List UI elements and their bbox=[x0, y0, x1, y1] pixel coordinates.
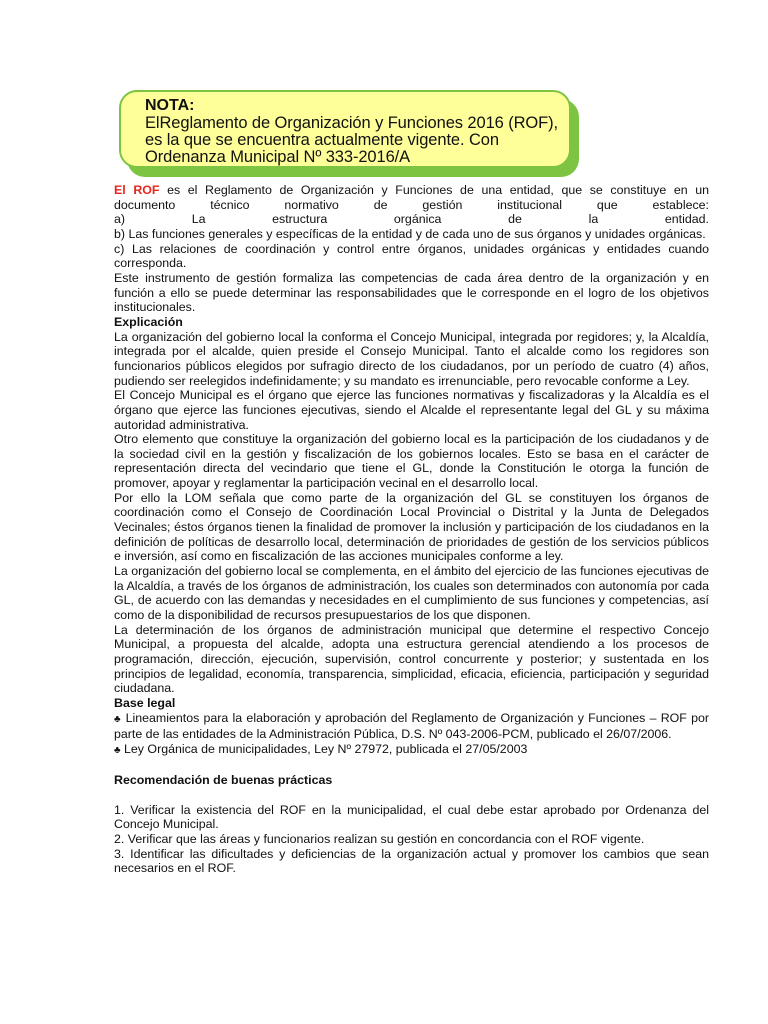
explicacion-paragraph-6: La determinación de los órganos de administración municipal que determine el respectivo Concejo Municipal, a propuesta del alcalde, adopta una estructura gerencial atendiendo a los procesos de programación, dirección, ejecución, supervisión, control concurrente y posterior; y sustentada en los principios de legalidad, economía, transparencia, simplicidad, eficacia, eficiencia, participación y seguridad ciudadana. bbox=[114, 622, 709, 696]
intro-line-2: documento técnico normativo de gestión institucional que establece: bbox=[114, 197, 709, 212]
intro-closing: Este instrumento de gestión formaliza las competencias de cada área dentro de la organización y en función a ello se puede determinar las responsabilidades que le corresponde en el logro de los objetivos institucionales. bbox=[114, 270, 709, 315]
recomendacion-heading: Recomendación de buenas prácticas bbox=[114, 773, 333, 788]
base-legal-item-1-text: Lineamientos para la elaboración y aprobación del Reglamento de Organización y Funciones – ROF por parte de las entidades de la Administración Pública, D.S. Nº 043-2006-PCM, publicado el 26/07/2006. bbox=[114, 710, 710, 742]
intro-item-a: a) La estructura orgánica de la entidad. bbox=[114, 212, 709, 227]
explicacion-paragraph-1: La organización del gobierno local la conforma el Concejo Municipal, integrada por regidores; y, la Alcaldía, integrada por el alcalde, quien preside el Consejo Municipal. Tanto el alcalde como los regidores son funcionarios públicos elegidos por sufragio directo de los ciudadanos, por un período de cuatro (4) años, pudiendo ser reelegidos indefinidamente; y su mandato es irrenunciable, pero revocable conforme a Ley. bbox=[114, 329, 709, 388]
recomendacion-item-2: 2. Verificar que las áreas y funcionarios realizan su gestión en concordancia con el ROF vigente. bbox=[114, 831, 645, 846]
spacer bbox=[114, 788, 709, 803]
note-line-2: es la que se encuentra actualmente vigente. Con bbox=[145, 131, 499, 149]
explicacion-paragraph-5: La organización del gobierno local se complementa, en el ámbito del ejercicio de las funciones ejecutivas de la Alcaldía, a través de los órganos de administración, los cuales son determinados con autonomía por cada GL, de acuerdo con las demandas y necesidades en el cumplimiento de sus funciones y competencias, así como de la disponibilidad de recursos presupuestarios de los que disponen. bbox=[114, 564, 709, 623]
explicacion-heading: Explicación bbox=[114, 314, 183, 329]
intro-item-b: b) Las funciones generales y específicas de la entidad y de cada uno de sus órganos y unidades orgánicas. bbox=[114, 226, 706, 241]
club-bullet-icon: ♣ bbox=[114, 744, 121, 756]
explicacion-paragraph-3: Otro elemento que constituye la organización del gobierno local es la participación de los ciudadanos y de la sociedad civil en la gestión y fiscalización de los gobiernos locales. Esto se basa en el carácter de representación directa del vecindario que tiene el GL, donde la Constitución le otorga la función de promover, apoyar y reglamentar la participación vecinal en el desarrollo local. bbox=[114, 432, 709, 491]
note-line-1: ElReglamento de Organización y Funciones 2016 (ROF), bbox=[145, 114, 559, 132]
base-legal-item-2-text: Ley Orgánica de municipalidades, Ley Nº 27972, publicada el 27/05/2003 bbox=[120, 741, 528, 756]
intro-item-c: c) Las relaciones de coordinación y control entre órganos, unidades orgánicas y entidades cuando corresponda. bbox=[114, 241, 709, 271]
document-body bbox=[114, 183, 709, 876]
note-box bbox=[119, 90, 571, 168]
base-legal-item-2 bbox=[114, 742, 709, 759]
club-bullet-icon: ♣ bbox=[114, 713, 122, 725]
base-legal-item-1 bbox=[114, 711, 709, 742]
intro-line-1 bbox=[114, 183, 709, 198]
recomendacion-item-1: 1. Verificar la existencia del ROF en la municipalidad, el cual debe estar aprobado por Ordenanza del Concejo Municipal. bbox=[114, 802, 709, 832]
intro-line-1-text: es el Reglamento de Organización y Funciones de una entidad, que se constituye en un bbox=[159, 183, 709, 197]
note-line-3: Ordenanza Municipal Nº 333-2016/A bbox=[145, 148, 411, 166]
recomendacion-item-3: 3. Identificar las dificultades y deficiencias de la organización actual y promover los cambios que sean necesarios en el ROF. bbox=[114, 846, 709, 876]
explicacion-paragraph-2: El Concejo Municipal es el órgano que ejerce las funciones normativas y fiscalizadoras y la Alcaldía es el órgano que ejerce las funciones ejecutivas, siendo el Alcalde el representante legal del GL y su máxima autoridad administrativa. bbox=[114, 388, 709, 432]
spacer bbox=[114, 759, 709, 774]
note-title: NOTA: bbox=[145, 97, 195, 114]
rof-highlight: El ROF bbox=[114, 183, 160, 197]
explicacion-paragraph-4: Por ello la LOM señala que como parte de la organización del GL se constituyen los órganos de coordinación como el Consejo de Coordinación Local Provincial o Distrital y la Junta de Delegados Vecinales; éstos órganos tienen la finalidad de promover la inclusión y participación de los ciudadanos en la definición de políticas de desarrollo local, determinación de prioridades de gestión de los servicios públicos e inversión, así como en fiscalización de las acciones municipales conforme a ley. bbox=[114, 490, 709, 564]
base-legal-heading: Base legal bbox=[114, 695, 176, 710]
